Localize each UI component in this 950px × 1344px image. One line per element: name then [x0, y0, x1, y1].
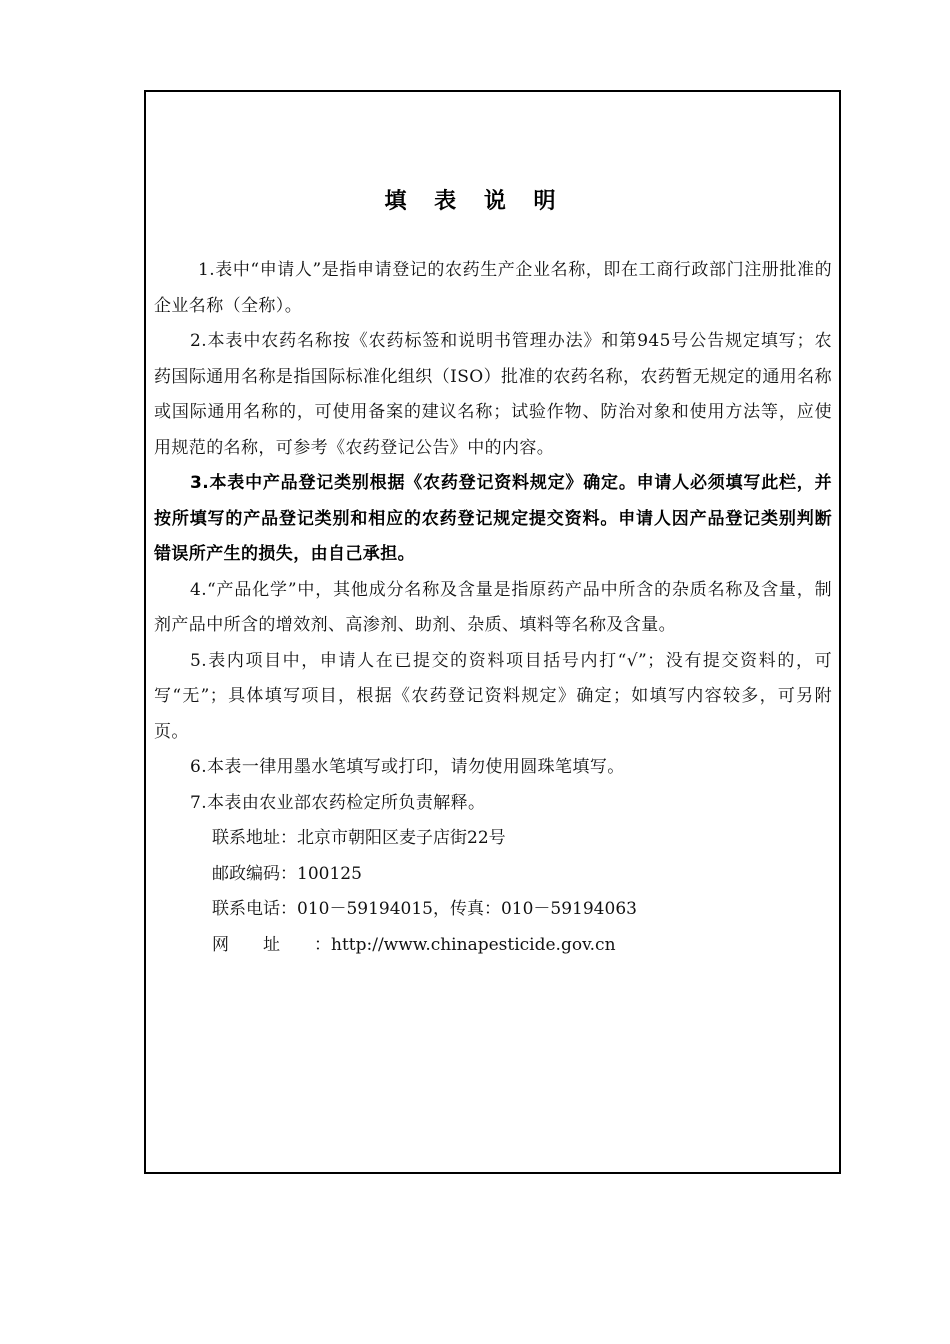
contact-address: [154, 821, 832, 857]
contact-website-value: http://www.chinapesticide.gov.cn: [331, 934, 616, 955]
contact-postcode-value: 100125: [297, 863, 362, 884]
instruction-item-5: 5.表内项目中，申请人在已提交的资料项目括号内打“√”；没有提交资料的，可写“无”；具体填写项目，根据《农药登记资料规定》确定；如填写内容较多，可另附页。: [154, 650, 832, 742]
contact-website-label: 网址：: [212, 934, 365, 955]
instruction-item-4: 4.“产品化学”中，其他成分名称及含量是指原药产品中所含的杂质名称及含量，制剂产品中所含的增效剂、高渗剂、助剂、杂质、填料等名称及含量。: [154, 579, 832, 635]
instructions-body: [154, 253, 832, 963]
contact-website: [154, 928, 832, 964]
contact-phone: [154, 892, 832, 928]
contact-phone-label: 联系电话：: [212, 899, 297, 919]
contact-postcode-label: 邮政编码：: [212, 863, 297, 884]
contact-address-label: 联系地址：: [212, 828, 297, 848]
instruction-item-7: 7.本表由农业部农药检定所负责解释。: [190, 792, 486, 813]
instruction-item-2: 2.本表中农药名称按《农药标签和说明书管理办法》和第945号公告规定填写；农药国际通用名称是指国际标准化组织（ISO）批准的农药名称，农药暂无规定的通用名称或国际通用名称的，可使用备案的建议名称；试验作物、防治对象和使用方法等，应使用规范的名称，可参考《农药登记公告》中的内容。: [154, 331, 832, 458]
page-title: 填 表 说 明: [384, 189, 566, 214]
contact-postcode: [154, 857, 832, 893]
instruction-item-3: 3.本表中产品登记类别根据《农药登记资料规定》确定。申请人必须填写此栏，并按所填写的产品登记类别和相应的农药登记规定提交资料。申请人因产品登记类别判断错误所产生的损失，由自己承担。: [154, 473, 832, 564]
contact-address-value: 北京市朝阳区麦子店街22号: [297, 828, 506, 848]
instruction-item-1: 1.表中“申请人”是指申请登记的农药生产企业名称，即在工商行政部门注册批准的企业名称（全称）。: [154, 260, 832, 316]
contact-phone-value: 010－59194015，传真：010－59194063: [297, 899, 637, 919]
instruction-item-6: 6.本表一律用墨水笔填写或打印，请勿使用圆珠笔填写。: [190, 757, 625, 777]
